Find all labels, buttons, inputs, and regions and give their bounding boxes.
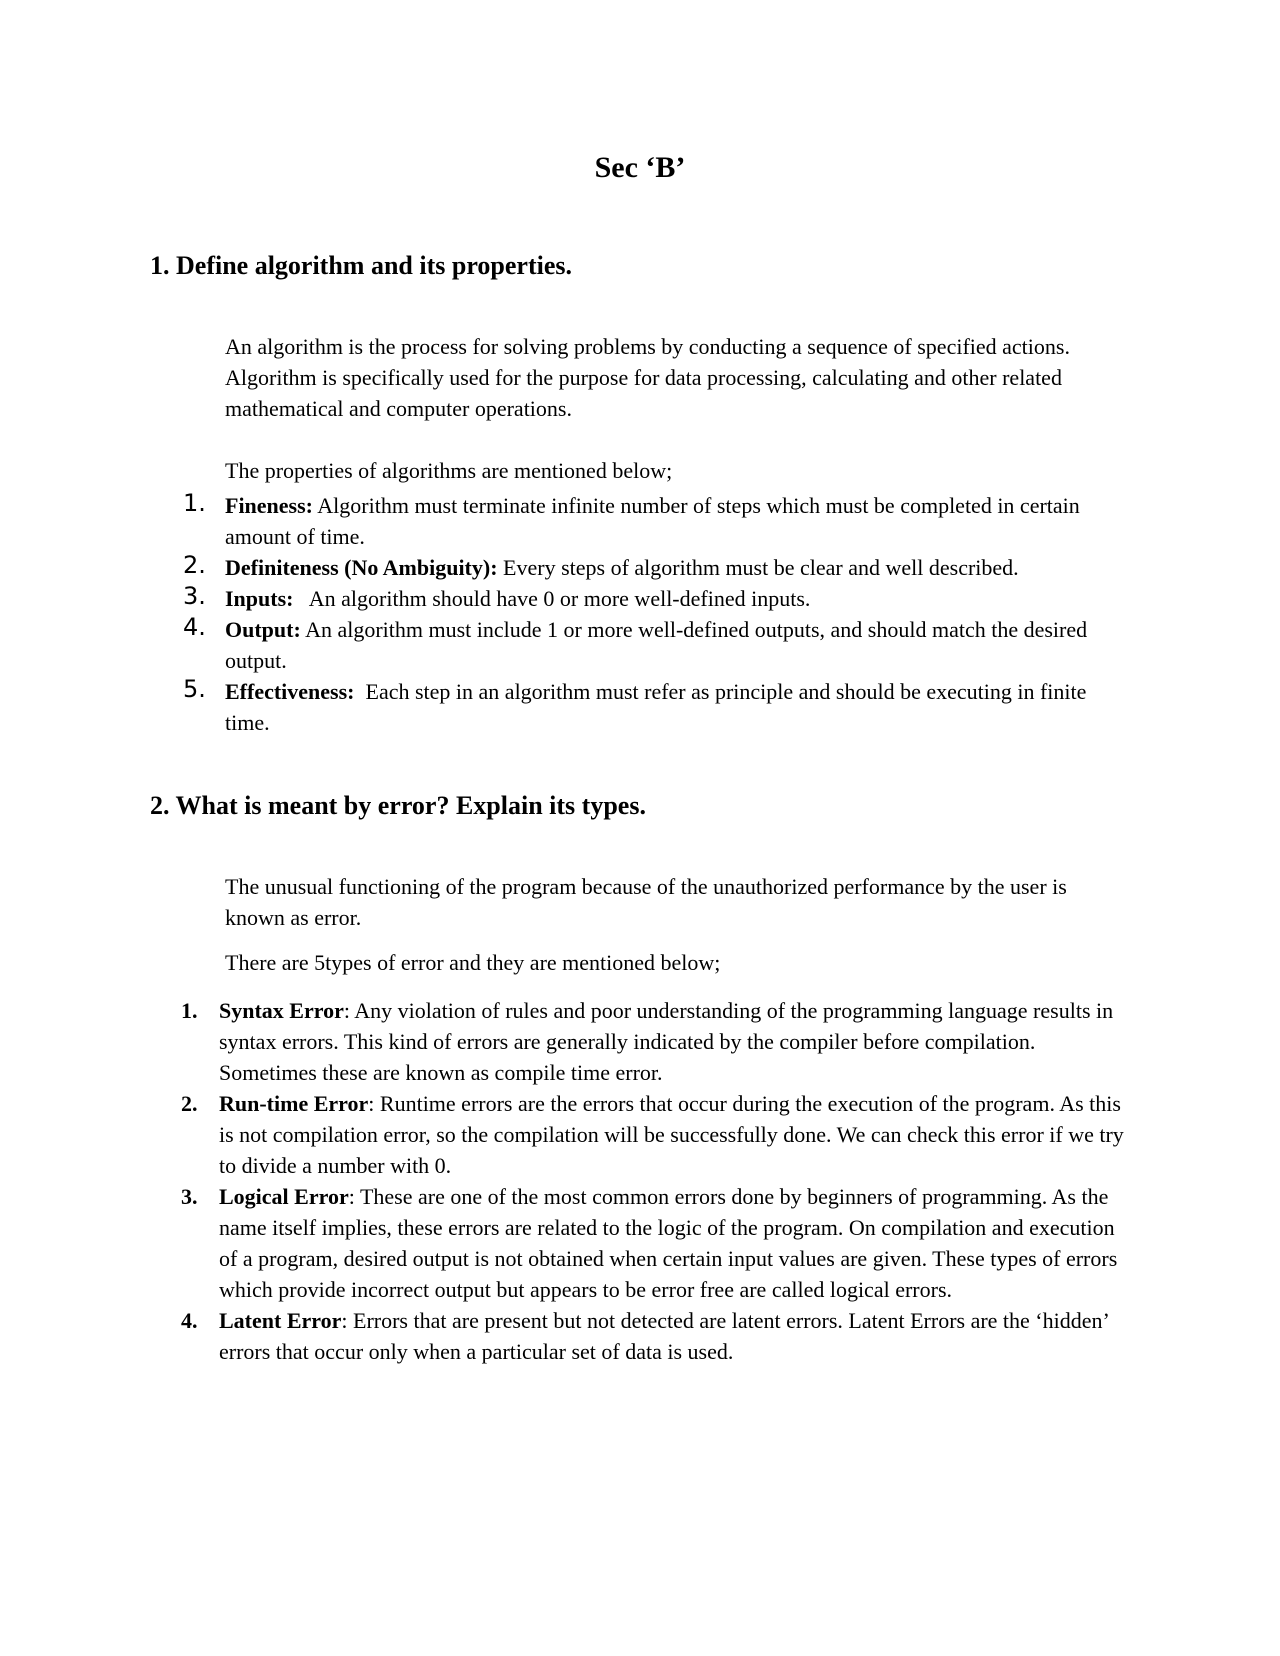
list-item-number: 1. (181, 998, 198, 1023)
list-item-text: An algorithm should have 0 or more well-defined inputs. (293, 586, 811, 611)
section-2-paragraph: The unusual functioning of the program because of the unauthorized performance by the user is known as error. (225, 874, 1067, 930)
section-2-heading: 2. What is meant by error? Explain its types. (150, 791, 646, 820)
page-title: Sec ‘B’ (594, 151, 686, 184)
list-item (181, 1305, 1134, 1367)
list-item-text: : These are one of the most common errors done by beginners of programming. As the name itself implies, these errors are related to the logic of the program. On compilation and execution of a program, desired output is not obtained when certain input values are given. These types of errors which provide incorrect output but appears to be error free are called logical errors. (219, 1184, 1118, 1302)
list-item-term: Effectiveness: (225, 679, 355, 704)
list-item (183, 551, 1130, 583)
list-item-text: Every steps of algorithm must be clear and well described. (497, 555, 1019, 580)
list-item (181, 1181, 1134, 1305)
list-item (181, 995, 1134, 1088)
list-item-term: Syntax Error (219, 998, 344, 1023)
section-2-intro: There are 5types of error and they are mentioned below; (225, 950, 721, 975)
list-item-text: Each step in an algorithm must refer as principle and should be executing in finite time. (225, 679, 1092, 735)
list-item-number: 1. (183, 489, 206, 517)
list-item-number: 4. (181, 1308, 198, 1333)
list-item-text: : Errors that are present but not detected are latent errors. Latent Errors are the ‘hidden’ errors that occur only when a particular set of data is used. (219, 1308, 1109, 1364)
list-item (183, 489, 1130, 552)
list-item-number: 2. (183, 551, 206, 579)
list-item-text: Algorithm must terminate infinite number of steps which must be completed in certain amount of time. (225, 493, 1080, 549)
list-item-number: 3. (181, 1184, 198, 1209)
list-item (183, 582, 1130, 614)
list-item-term: Output: (225, 617, 301, 642)
list-item-text: An algorithm must include 1 or more well-defined outputs, and should match the desired output. (225, 617, 1088, 673)
list-item-number: 2. (181, 1091, 198, 1116)
error-types-list (181, 995, 1134, 1367)
list-item-text: : Runtime errors are the errors that occur during the execution of the program. As this is not compilation error, so the compilation will be successfully done. We can check this error if we try to divide a number with 0. (219, 1091, 1124, 1178)
list-item-text: : Any violation of rules and poor understanding of the programming language results in syntax errors. This kind of errors are generally indicated by the compiler before compilation. Sometimes these are known as compile time error. (219, 998, 1114, 1085)
section-1-paragraph: An algorithm is the process for solving problems by conducting a sequence of specified actions. Algorithm is specifically used for the purpose for data processing, calculating and other related mathematical and computer operations. (225, 334, 1070, 421)
list-item (183, 675, 1130, 738)
list-item-term: Fineness: (225, 493, 313, 518)
section-1-heading: 1. Define algorithm and its properties. (150, 251, 572, 280)
list-item-number: 4. (183, 613, 206, 641)
list-item-term: Run-time Error (219, 1091, 369, 1116)
section-1-intro: The properties of algorithms are mentioned below; (225, 458, 673, 483)
list-item-number: 3. (183, 582, 206, 610)
list-item-term: Latent Error (219, 1308, 342, 1333)
list-item-number: 5. (183, 675, 206, 703)
list-item-term: Inputs: (225, 586, 294, 611)
list-item-term: Definiteness (No Ambiguity): (225, 555, 498, 580)
list-item (183, 613, 1130, 676)
list-item-term: Logical Error (219, 1184, 349, 1209)
algorithm-properties-list (183, 489, 1130, 738)
list-item (181, 1088, 1134, 1181)
